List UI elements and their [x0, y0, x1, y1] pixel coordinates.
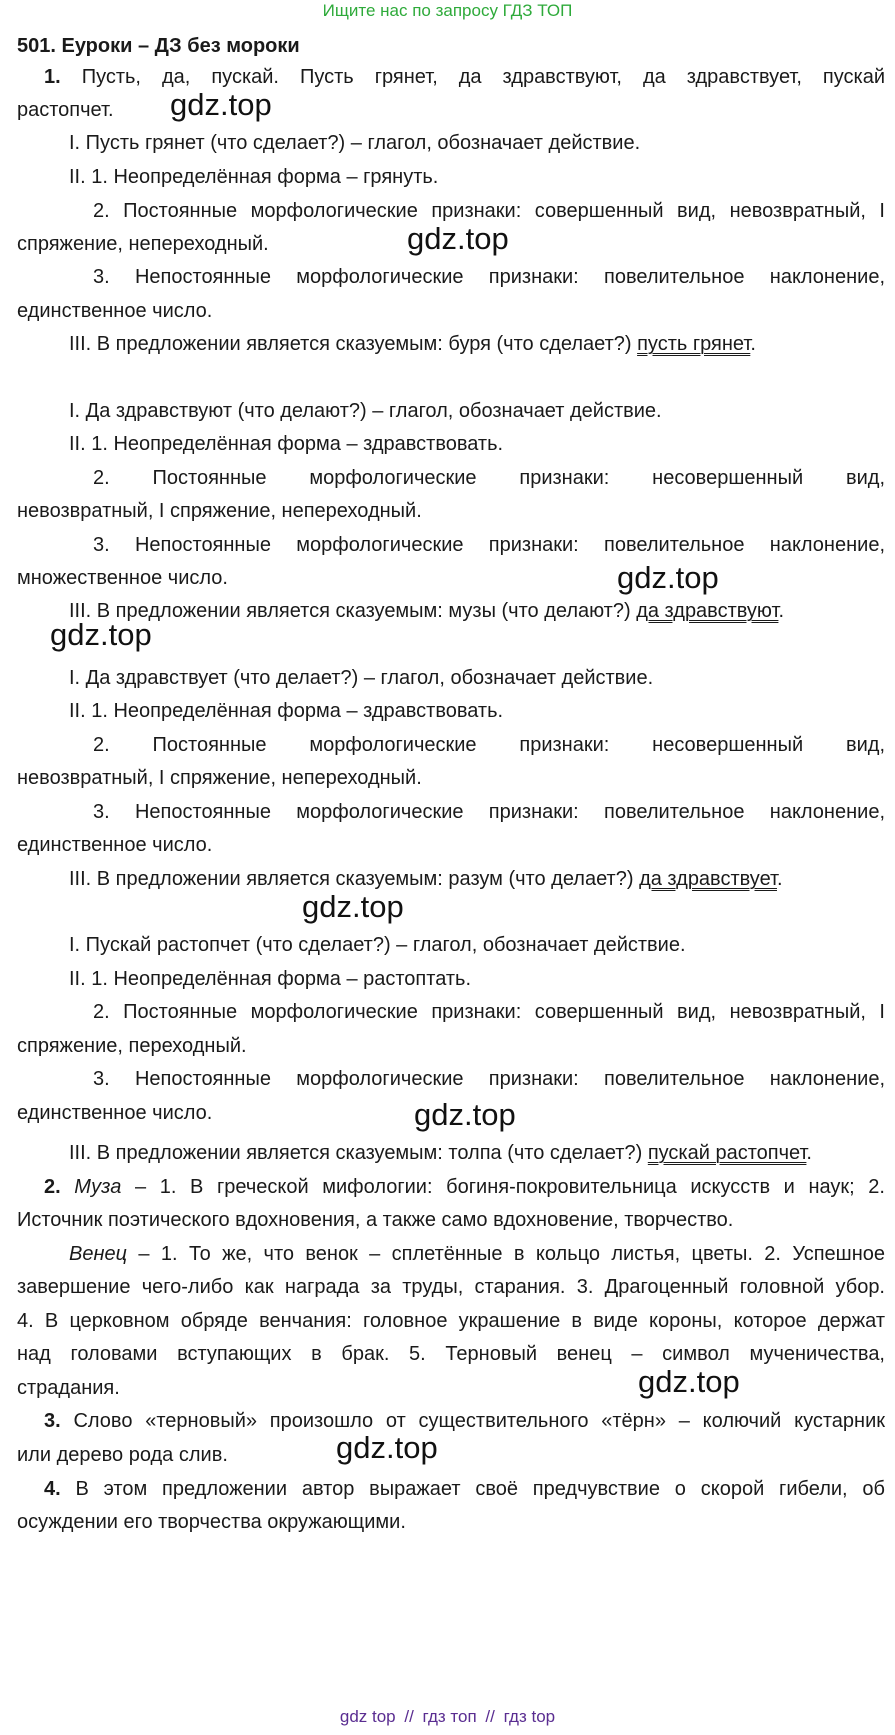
parse-4-item-3-cont: спряжение, переходный. — [17, 1035, 247, 1057]
answer-4-line-1: 4. В этом предложении автор выражает своё предчувствие о скорой гибели, об — [44, 1478, 885, 1500]
parse-1-item-4-cont: единственное число. — [17, 300, 213, 322]
watermark: gdz.top — [617, 560, 719, 595]
parse-2-item-1: I. Да здравствуют (что делают?) – глагол, обозначает действие. — [69, 400, 662, 422]
answer-4-number: 4. — [44, 1478, 61, 1500]
parse-1-item-1: I. Пусть грянет (что сделает?) – глагол, обозначает действие. — [69, 132, 641, 154]
parse-1-item-3: 2. Постоянные морфологические признаки: совершенный вид, невозвратный, I — [93, 200, 885, 222]
answer-3-line-2: или дерево рода слив. — [17, 1444, 228, 1466]
parse-3-item-5: III. В предложении является сказуемым: разум (что делает?) да здравствует. — [69, 868, 783, 890]
parse-1-item-4: 3. Непостоянные морфологические признаки: повелительное наклонение, — [93, 266, 885, 288]
answer-1-number: 1. — [44, 66, 61, 88]
parse-3-item-3-cont: невозвратный, I спряжение, непереходный. — [17, 767, 422, 789]
watermark: gdz.top — [302, 889, 404, 924]
answer-2-line-6: над головами вступающих в брак. 5. Терновый венец – символ мученичества, — [17, 1343, 885, 1365]
parse-2-item-3-cont: невозвратный, I спряжение, непереходный. — [17, 500, 422, 522]
parse-4-item-5: III. В предложении является сказуемым: толпа (что сделает?) пускай растопчет. — [69, 1142, 812, 1164]
parse-4-item-4: 3. Непостоянные морфологические признаки: повелительное наклонение, — [93, 1068, 885, 1090]
parse-4-item-4-cont: единственное число. — [17, 1102, 213, 1124]
watermark: gdz.top — [638, 1364, 740, 1399]
footer-link-gdz-top-ru[interactable]: гдз топ — [422, 1707, 477, 1726]
answer-2-line-7: страдания. — [17, 1377, 120, 1399]
parse-1-item-2: II. 1. Неопределённая форма – грянуть. — [69, 166, 439, 188]
predicate-underlined: пускай растопчет — [647, 1142, 807, 1164]
predicate-underlined: да здравствуют — [636, 600, 779, 622]
parse-4-item-1: I. Пускай растопчет (что сделает?) – глагол, обозначает действие. — [69, 934, 686, 956]
footer-separator: // — [485, 1707, 495, 1726]
footer-separator: // — [404, 1707, 414, 1726]
parse-2-item-2: II. 1. Неопределённая форма – здравствовать. — [69, 433, 504, 455]
watermark: gdz.top — [336, 1430, 438, 1465]
answer-2-line-4: завершение чего-либо как награда за труды, старания. 3. Драгоценный головной убор. — [17, 1276, 885, 1298]
top-banner[interactable]: Ищите нас по запросу ГДЗ ТОП — [322, 1, 573, 20]
answer-1-line-2: растопчет. — [17, 99, 114, 121]
answer-3-number: 3. — [44, 1410, 61, 1432]
term-venets: Венец — [69, 1243, 128, 1265]
parse-3-item-2: II. 1. Неопределённая форма – здравствовать. — [69, 700, 504, 722]
parse-3-item-3: 2. Постоянные морфологические признаки: несовершенный вид, — [93, 734, 885, 756]
predicate-underlined: пусть грянет — [637, 333, 751, 355]
answer-3-line-1: 3. Слово «терновый» произошло от существительного «тёрн» – колючий кустарник — [44, 1410, 885, 1432]
page-title: 501. Еуроки – ДЗ без мороки — [17, 35, 300, 57]
parse-4-item-2: II. 1. Неопределённая форма – растоптать. — [69, 968, 472, 990]
parse-3-item-1: I. Да здравствует (что делает?) – глагол, обозначает действие. — [69, 667, 654, 689]
answer-2-line-1: 2. Муза – 1. В греческой мифологии: богиня-покровительница искусств и наук; 2. — [44, 1176, 885, 1198]
parse-2-item-3: 2. Постоянные морфологические признаки: несовершенный вид, — [93, 467, 885, 489]
answer-2-line-5: 4. В церковном обряде венчания: головное украшение в виде короны, которое держат — [17, 1310, 885, 1332]
parse-3-item-4: 3. Непостоянные морфологические признаки: повелительное наклонение, — [93, 801, 885, 823]
watermark: gdz.top — [407, 221, 509, 256]
watermark: gdz.top — [170, 87, 272, 122]
answer-2-line-3: Венец – 1. То же, что венок – сплетённые в кольцо листья, цветы. 2. Успешное — [69, 1243, 885, 1265]
parse-2-item-4: 3. Непостоянные морфологические признаки: повелительное наклонение, — [93, 534, 885, 556]
footer-links — [0, 1706, 895, 1728]
parse-3-item-4-cont: единственное число. — [17, 834, 213, 856]
footer-link-gdz-top[interactable]: gdz top — [339, 1707, 396, 1726]
parse-2-item-5: III. В предложении является сказуемым: музы (что делают?) да здравствуют. — [69, 600, 784, 622]
watermark: gdz.top — [414, 1097, 516, 1132]
predicate-underlined: да здравствует — [639, 868, 777, 890]
watermark: gdz.top — [50, 617, 152, 652]
term-muza: Муза — [74, 1176, 122, 1198]
answer-1-line-1: 1. Пусть, да, пускай. Пусть грянет, да здравствуют, да здравствует, пускай — [44, 66, 886, 88]
answer-2-line-2: Источник поэтического вдохновения, а также само вдохновение, творчество. — [17, 1209, 734, 1231]
parse-4-item-3: 2. Постоянные морфологические признаки: совершенный вид, невозвратный, I — [93, 1001, 885, 1023]
footer-link-gdz-top-mixed[interactable]: гдз top — [503, 1707, 556, 1726]
answer-4-line-2: осуждении его творчества окружающими. — [17, 1511, 406, 1533]
parse-1-item-5: III. В предложении является сказуемым: буря (что сделает?) пусть грянет. — [69, 333, 756, 355]
answer-2-number: 2. — [44, 1176, 61, 1198]
parse-1-item-3-cont: спряжение, непереходный. — [17, 233, 269, 255]
parse-2-item-4-cont: множественное число. — [17, 567, 228, 589]
